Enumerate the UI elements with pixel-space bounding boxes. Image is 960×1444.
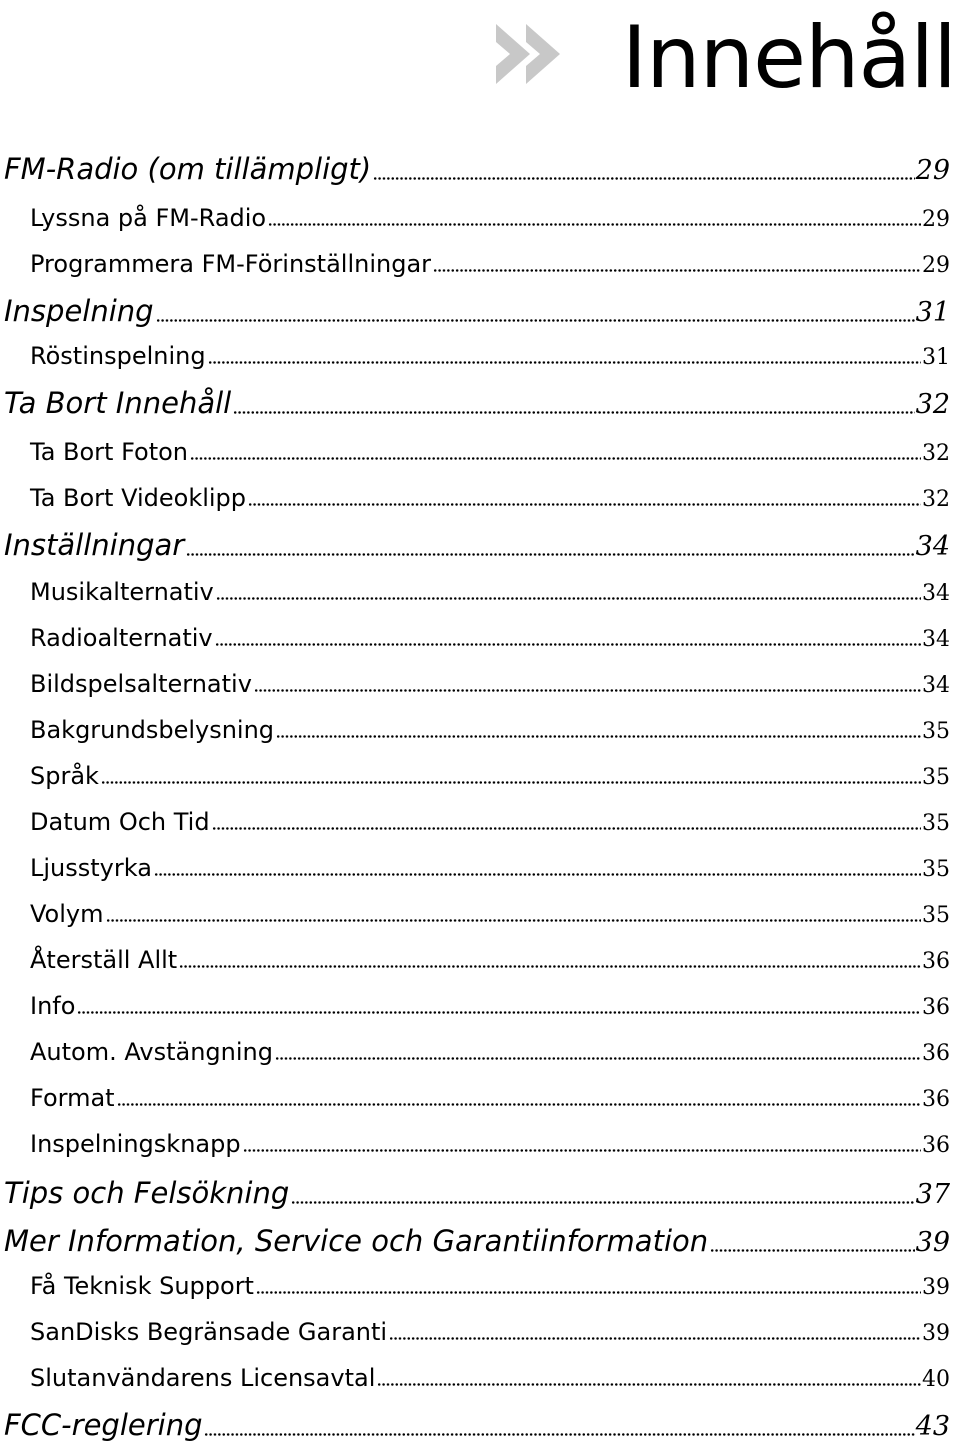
toc-dot-leader [248,503,921,506]
toc-dot-leader [377,1383,921,1386]
toc-page-number: 32 [922,487,950,512]
toc-subsection-entry[interactable] [30,432,950,466]
toc-dot-leader [433,269,921,272]
toc-dot-leader [204,1433,914,1436]
toc-page-number: 29 [922,253,950,278]
page-header [0,0,960,120]
toc-dot-leader [190,457,921,460]
toc-entry-label: Språk [30,762,99,790]
toc-page-number: 29 [922,207,950,232]
toc-dot-leader [710,1249,915,1252]
toc-dot-leader [256,1291,921,1294]
toc-section-entry[interactable] [4,1170,950,1210]
toc-entry-label: Format [30,1084,115,1112]
toc-entry-label: Få Teknisk Support [30,1272,254,1300]
toc-subsection-entry[interactable] [30,1124,950,1158]
toc-entry-label: Programmera FM-Förinställningar [30,250,432,278]
toc-section-entry[interactable] [4,146,950,186]
toc-subsection-entry[interactable] [30,1266,950,1300]
toc-section-entry[interactable] [4,1402,950,1442]
toc-subsection-entry[interactable] [30,1078,950,1112]
toc-section-entry[interactable] [4,522,950,562]
toc-page-number: 40 [922,1367,950,1392]
toc-dot-leader [154,873,921,876]
toc-dot-leader [389,1337,921,1340]
toc-page-number: 36 [922,995,950,1020]
toc-dot-leader [101,781,921,784]
toc-dot-leader [186,553,914,556]
toc-entry-label: Ta Bort Foton [30,438,189,466]
toc-page-number: 35 [922,719,950,744]
toc-dot-leader [117,1103,921,1106]
toc-entry-label: Mer Information, Service och Garantiinformation [4,1224,709,1258]
toc-entry-label: Bildspelsalternativ [30,670,252,698]
toc-dot-leader [215,643,921,646]
toc-page-number: 31 [915,297,950,328]
toc-dot-leader [208,361,921,364]
toc-dot-leader [216,597,921,600]
toc-dot-leader [233,411,914,414]
toc-dot-leader [77,1011,921,1014]
toc-page-number: 35 [922,857,950,882]
toc-entry-label: Återställ Allt [30,946,178,974]
toc-page-number: 36 [922,1087,950,1112]
toc-page-number: 34 [915,531,950,562]
toc-entry-label: Inspelning [4,294,154,328]
toc-subsection-entry[interactable] [30,710,950,744]
toc-page-number: 32 [922,441,950,466]
toc-page-number: 37 [915,1179,950,1210]
toc-subsection-entry[interactable] [30,618,950,652]
toc-page-number: 35 [922,811,950,836]
toc-dot-leader [373,177,914,180]
toc-entry-label: Inspelningsknapp [30,1130,241,1158]
toc-subsection-entry[interactable] [30,198,950,232]
toc-dot-leader [156,319,915,322]
toc-page-number: 36 [922,1041,950,1066]
toc-dot-leader [268,223,921,226]
toc-subsection-entry[interactable] [30,940,950,974]
toc-subsection-entry[interactable] [30,848,950,882]
toc-entry-label: Ljusstyrka [30,854,152,882]
toc-entry-label: Slutanvändarens Licensavtal [30,1364,376,1392]
toc-dot-leader [106,919,922,922]
toc-page-number: 39 [915,1227,950,1258]
toc-entry-label: Autom. Avstängning [30,1038,273,1066]
toc-entry-label: Ta Bort Videoklipp [30,484,247,512]
page-title: Innehåll [621,8,956,108]
toc-entry-label: Lyssna på FM-Radio [30,204,267,232]
toc-subsection-entry[interactable] [30,336,950,370]
toc-subsection-entry[interactable] [30,244,950,278]
toc-entry-label: Info [30,992,76,1020]
toc-dot-leader [275,1057,921,1060]
toc-dot-leader [179,965,921,968]
toc-entry-label: Bakgrundsbelysning [30,716,275,744]
toc-dot-leader [212,827,921,830]
toc-page-number: 39 [922,1275,950,1300]
toc-subsection-entry[interactable] [30,1312,950,1346]
toc-dot-leader [276,735,921,738]
toc-page-number: 31 [922,345,950,370]
toc-subsection-entry[interactable] [30,1358,950,1392]
toc-entry-label: Röstinspelning [30,342,206,370]
toc-dot-leader [254,689,921,692]
toc-subsection-entry[interactable] [30,802,950,836]
toc-page-number: 36 [922,1133,950,1158]
toc-section-entry[interactable] [4,288,950,328]
double-chevron-right-icon [496,22,568,86]
toc-entry-label: FCC-reglering [4,1408,203,1442]
toc-subsection-entry[interactable] [30,756,950,790]
toc-page-number: 35 [922,903,950,928]
toc-page-number: 35 [922,765,950,790]
toc-subsection-entry[interactable] [30,894,950,928]
toc-subsection-entry[interactable] [30,986,950,1020]
toc-entry-label: Tips och Felsökning [4,1176,290,1210]
toc-page-number: 32 [915,389,950,420]
toc-dot-leader [243,1149,921,1152]
toc-page-number: 34 [922,581,950,606]
toc-page-number: 34 [922,673,950,698]
toc-entry-label: Ta Bort Innehåll [4,386,232,420]
toc-page-number: 36 [922,949,950,974]
toc-entry-label: Musikalternativ [30,578,214,606]
toc-entry-label: Volym [30,900,104,928]
toc-page-number: 43 [915,1411,950,1442]
toc-page-number: 34 [922,627,950,652]
toc-entry-label: FM-Radio (om tillämpligt) [4,152,372,186]
toc-entry-label: Datum Och Tid [30,808,210,836]
toc-page-number: 39 [922,1321,950,1346]
toc-page-number: 29 [915,155,950,186]
toc-subsection-entry[interactable] [30,664,950,698]
toc-subsection-entry[interactable] [30,478,950,512]
toc-section-entry[interactable] [4,380,950,420]
toc-entry-label: Radioalternativ [30,624,213,652]
toc-section-entry[interactable] [4,1218,950,1258]
toc-entry-label: SanDisks Begränsade Garanti [30,1318,388,1346]
toc-subsection-entry[interactable] [30,572,950,606]
toc-dot-leader [291,1201,914,1204]
toc-subsection-entry[interactable] [30,1032,950,1066]
toc-entry-label: Inställningar [4,528,185,562]
